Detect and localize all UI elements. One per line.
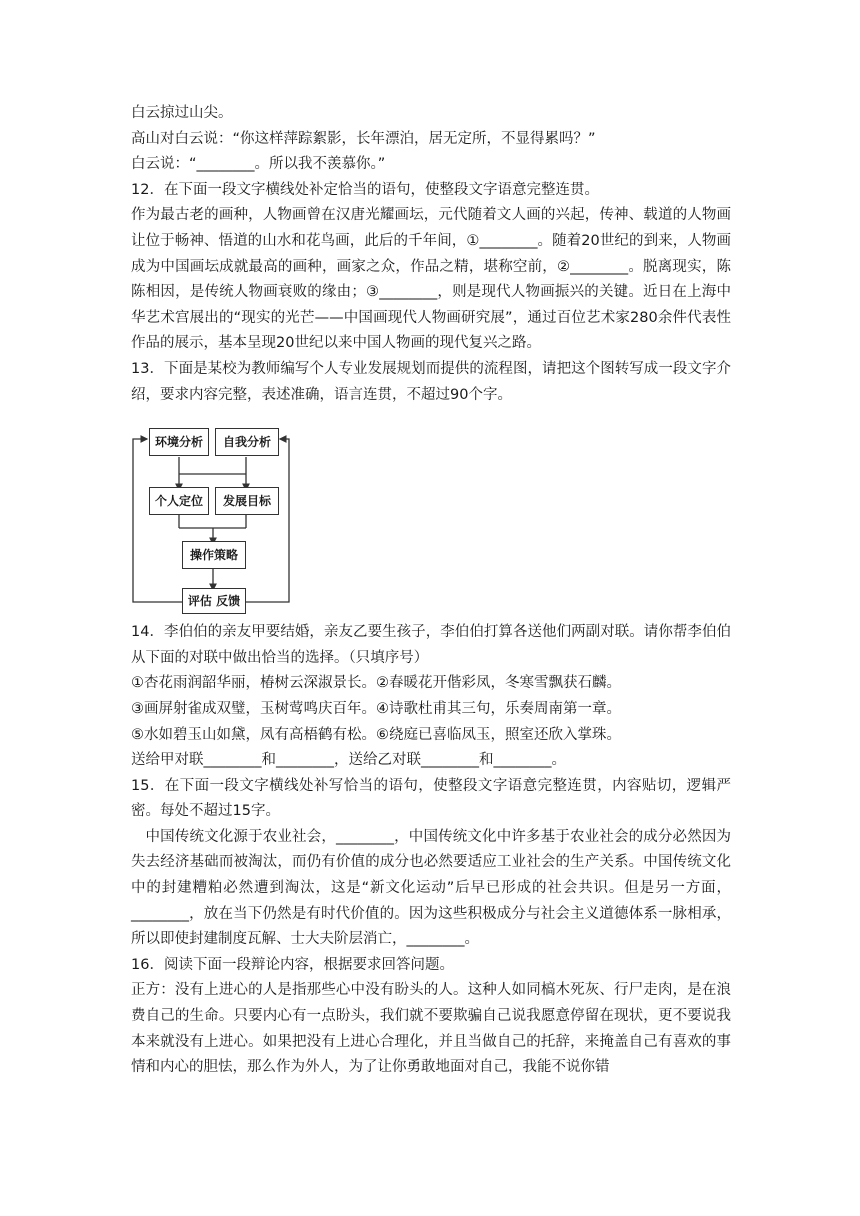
flow-box-feedback: 评估 反馈 xyxy=(182,588,246,614)
question-16-number: 16． xyxy=(131,956,164,973)
question-13-prompt xyxy=(131,357,731,408)
question-12-text: 在下面一段文字横线处补定恰当的语句，使整段文字语意完整连贯。 xyxy=(163,181,599,198)
question-13-number: 13． xyxy=(131,360,165,377)
question-15-body: 中国传统文化源于农业社会，________，中国传统文化中许多基于农业社会的成分必然因为失去经济基础而被淘汰，而仍有价值的成分也必然要适应工业社会的生产关系。中国传统文化中的封建糟粕必然遭到淘汰，这是“新文化运动”后早已形成的社会共识。但是另一方面，________，放在当下仍然是有时代价值的。因为这些积极成分与社会主义道德体系一脉相承，所以即使封建制度瓦解、士大夫阶层消亡，________。 xyxy=(131,828,731,948)
flow-box-env: 环境分析 xyxy=(149,428,209,456)
document-content xyxy=(131,101,731,1081)
couplet-line-2: ③画屏射雀成双璧，玉树莺鸣庆百年。④诗歌杜甫其三句，乐奏周南第一章。 xyxy=(131,700,621,717)
couplet-line-3: ⑤水如碧玉山如黛，凤有高梧鹤有松。⑥绕庭已喜临凤玉，照室还欣入掌珠。 xyxy=(131,726,621,743)
flow-box-self: 自我分析 xyxy=(215,428,279,456)
question-12-number: 12． xyxy=(131,181,164,198)
text-line-2: 高山对白云说：“你这样萍踪絮影，长年漂泊，居无定所，不显得累吗？” xyxy=(131,130,596,147)
question-15-number: 15． xyxy=(131,777,165,794)
couplet-line-1: ①杏花雨润韶华丽，椿树云深淑景长。②春暖花开偕彩凤，冬寒雪飘获石麟。 xyxy=(131,675,621,692)
flowchart xyxy=(129,414,299,614)
text-line-1: 白云掠过山尖。 xyxy=(131,105,233,121)
question-15-text: 在下面一段文字横线处补写恰当的语句，使整段文字语意完整连贯，内容贴切，逻辑严密。每处不超过15字。 xyxy=(131,777,732,820)
question-14-answer: 送给甲对联________和________，送给乙对联________和________。 xyxy=(131,752,566,769)
question-12-body: 作为最古老的画种，人物画曾在汉唐光耀画坛，元代随着文人画的兴起，传神、载道的人物画让位于畅神、悟道的山水和花鸟画，此后的千年间，①________。随着20世纪的到来，人物画成为中国画坛成就最高的画种，画家之众，作品之精，堪称空前，②________。脱离现实，陈陈相因，是传统人物画衰败的缘由；③________，则是现代人物画振兴的关键。近日在上海中华艺术宫展出的“现实的光芒——中国画现代人物画研究展”，通过百位艺术家280余件代表性作品的展示，基本呈现20世纪以来中国人物画的现代复兴之路。 xyxy=(131,207,731,352)
question-16-prompt xyxy=(131,953,731,979)
question-13-text: 下面是某校为教师编写个人专业发展规划而提供的流程图，请把这个图转写成一段文字介绍，要求内容完整，表述准确，语言连贯，不超过90个字。 xyxy=(131,360,731,403)
flow-box-strategy: 操作策略 xyxy=(182,541,246,569)
flow-box-goal: 发展目标 xyxy=(215,487,279,515)
question-16-body: 正方：没有上进心的人是指那些心中没有盼头的人。这种人如同槁木死灰、行尸走肉，是在浪费自己的生命。只要内心有一点盼头，我们就不要欺骗自己说我愿意停留在现状，更不要说我本来就没有上进心。如果把没有上进心合理化，并且当做自己的托辞，来掩盖自己有喜欢的事情和内心的胆怯，那么作为外人，为了让你勇敢地面对自己，我能不说你错 xyxy=(131,982,731,1076)
question-15-prompt xyxy=(131,774,731,825)
question-14-number: 14． xyxy=(131,624,165,641)
question-12-prompt xyxy=(131,178,731,204)
flow-box-position: 个人定位 xyxy=(149,487,209,515)
question-14-text: 李伯伯的亲友甲要结婚，亲友乙要生孩子，李伯伯打算各送他们两副对联。请你帮李伯伯从下面的对联中做出恰当的选择。（只填序号） xyxy=(131,624,731,666)
text-line-3: 白云说：“________。所以我不羡慕你。” xyxy=(131,156,386,173)
question-16-text: 阅读下面一段辩论内容，根据要求回答问题。 xyxy=(163,956,454,973)
question-14-prompt xyxy=(131,620,731,671)
